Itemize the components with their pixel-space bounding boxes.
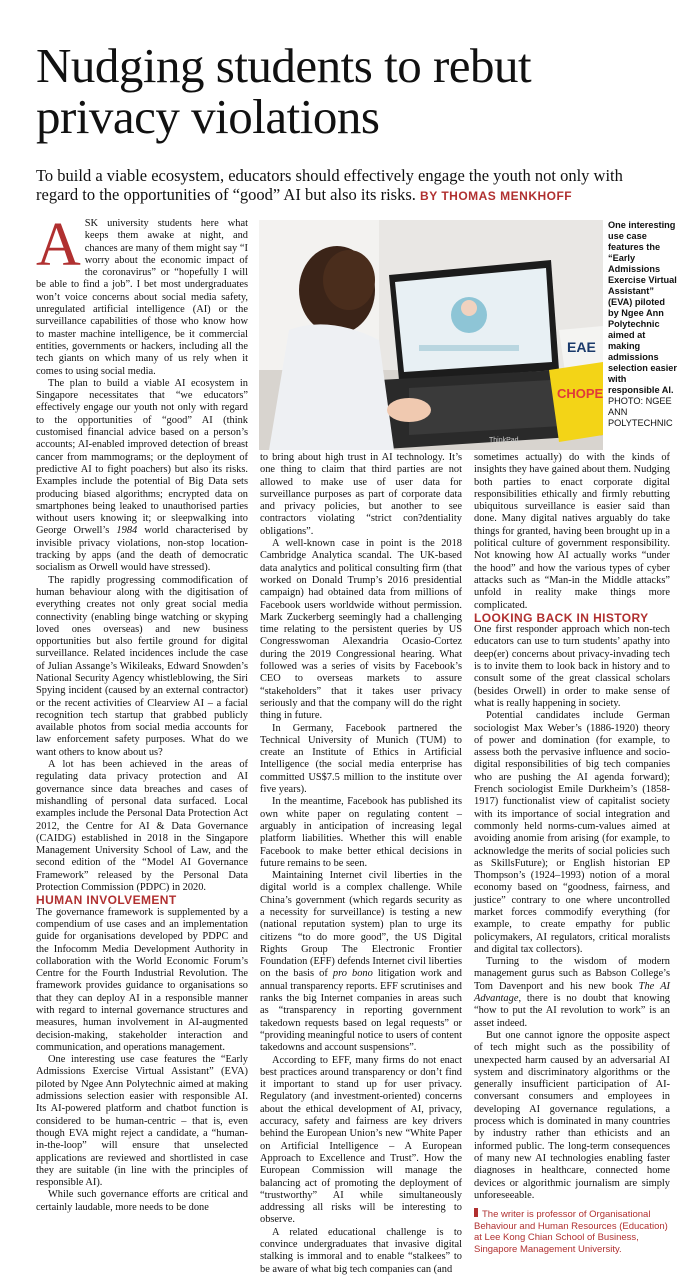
author-bio-text: The writer is professor of Organisational Behaviour and Human Resources (Education) at Lee Kong Chian School of Business, Singapore Management University. [474, 1209, 668, 1255]
paragraph: In the meantime, Facebook has published its own white paper on regulating content – arguably in anticipation of increasing legal platform liabilities. Whether this will enable Facebook to make better ethical decisions in future remains to be seen. [260, 796, 462, 869]
paragraph: One first responder approach which non-tech educators can use to turn students’ apathy into deep(er) concerns about privacy-invading tech is to invite them to look back in history and to consult some of the great classical scholars (besides Orwell) in order to make sense of what is really happening in society. [474, 624, 670, 709]
italic-term: pro bono [332, 968, 373, 980]
paragraph-text: world characterised by invisible privacy violations, non-stop location-tracking by apps (and the death of democratic socialism as Orwell would have stressed). [36, 525, 248, 574]
paragraph: sometimes actually) do with the kinds of insights they have gained about them. Nudging both parties to enact corporate digital responsibilities ethically and firmly rebutting ubiquitous surveillance is easier said than done. Many digital natives arguably do take things for granted, having been brought up in a political culture of government responsibility. Not knowing how AI actually works “under the hood” and how the various types of cyber attacks such as “Man-in the Middle attacks” unfold in reality make things more complicated. [474, 452, 670, 611]
subhead-human-involvement: HUMAN INVOLVEMENT [36, 893, 177, 908]
drop-cap: A [36, 211, 81, 279]
paragraph-text: litigation work and annual transparency reports. EFF scrutinises and ranks the big Internet companies in areas such as “transparency in reporting government takedown requests based on legal requests” or “providing meaningful notice to users of content takedowns and account suspensions”. [260, 968, 462, 1054]
paragraph [260, 870, 462, 1054]
byline: BY THOMAS MENKHOFF [420, 189, 573, 203]
caption-text: One interesting use case features the “Early Admissions Exercise Virtual Assistant” (EVA) piloted by Ngee Ann Polytechnic aimed at making admissions selection easier with responsible AI. [608, 220, 677, 395]
standfirst [36, 166, 666, 206]
column-3 [474, 452, 670, 1202]
standfirst-text: To build a viable ecosystem, educators should effectively engage the youth not only with regard to the opportunities of “good” AI but also its risks. [36, 166, 623, 204]
paragraph: A related educational challenge is to convince undergraduates that invasive digital stalking is immoral and to enable “stalkees” to be aware of what big tech companies can (and [260, 1226, 462, 1275]
paragraph: to bring about high trust in AI technology. It’s one thing to claim that third parties are not allowed to make use of user data for surveillance purposes as part of corporate data and privacy policies, but another to see contractors violating “strict con?dentiality obligations”. [260, 452, 462, 537]
author-bio [474, 1208, 670, 1255]
paragraph-text: Turning to the wisdom of modern management gurus such as Babson College’s Tom Davenport and his new book [474, 956, 670, 992]
photo-caption [608, 220, 678, 429]
paragraph: According to EFF, many firms do not enact best practices around transparency or don’t find it important to stand up for user privacy. Regulatory (and investment-oriented) concerns about the ethical development of AI, privacy, accuracy, safety and fairness are key drivers behind the European Union’s new “White Paper on Artificial Intelligence – A European Approach to Excellence and Trust”. How the European Commission will manage the balancing act of promoting the deployment of “trustworthy” AI while simultaneously addressing all risks will be interesting to observe. [260, 1054, 462, 1226]
paragraph [36, 378, 248, 575]
paragraph: But one cannot ignore the opposite aspect of tech might such as the possibility of unexpected harm caused by an adversarial AI system and discriminatory algorithms or the generally insufficient participation of AI-conversant consumers and employees in developing AI governance regulations, a process which is dominated in many countries by industry rather than ethicists and an informed public. The long-term consequences of many new AI technologies enabling faster diagnoses in healthcare, connected home devices or algorithmic journalism are simply unforeseeable. [474, 1029, 670, 1201]
paragraph: The rapidly progressing commodification of human behaviour along with the digitisation of everything creates not only great social media connectivity (enabling binge watching or skyping loved ones overseas) and new business opportunities but also fertile ground for digital surveillance. Related incidences include the case of Julian Assange’s Wikileaks, Edward Snowden’s National Security Agency whistleblowing, the Siri Spying incident (caused by an external contractor) or the recent activities of Clearview AI – a facial recognition tech startup that grabbed publicly available photos from social media accounts for law enforcement safety purposes. What do we want others to know about us? [36, 574, 248, 758]
paragraph: While such governance efforts are critical and certainly laudable, more needs to be done [36, 1189, 248, 1213]
paragraph [36, 211, 248, 378]
paragraph-text: The plan to build a viable AI ecosystem in Singapore necessitates that “we educators” effectively engage our youth not only with regard to the opportunities of “good” AI (think customised financial advice based on a person’s accounts; AI-enabled improved detection of breast cancer from mammograms; or the deployment of predictive AI to fight poachers) but also its risks. Examples include the potential of Big Data sets producing biased algorithms; encrypted data on smartphones being leaked to unauthorised parties without users knowing it; or sleepwalking into George Orwell’s [36, 377, 248, 537]
book-text-eae: EAE [567, 339, 596, 355]
book-title: The AI Advantage [474, 980, 670, 1005]
photo-credit: PHOTO: NGEE ANN POLYTECHNIC [608, 396, 673, 428]
paragraph: The governance framework is supplemented by a compendium of use cases and an implementation guide for organisations developed by PDPC and the Infocomm Media Development Authority in collaboration with the World Economic Forum’s Centre for the Fourth Industrial Revolution. The framework provides guidance to organisations so that they can deploy AI in a responsible manner with regard to internal governance structures and measures, human involvement in AI-augmented decision-making, stakeholder interaction and communication, and operations management. [36, 906, 248, 1053]
paragraph: One interesting use case features the “Early Admissions Exercise Virtual Assistant” (EVA) piloted by Ngee Ann Polytechnic aimed at making admissions selection easier with responsible AI. Its AI-powered platform and chatbot function is considered to be human-centric – that is, even though EVA might reject a candidate, a “human-in-the-loop” will ensure that unselected applications are reviewed and shortlisted in case they are suitable (in line with the principles of responsible AI). [36, 1054, 248, 1189]
subhead-looking-back: LOOKING BACK IN HISTORY [474, 610, 649, 625]
article-photo [259, 220, 603, 450]
paragraph: A lot has been achieved in the areas of regulating data privacy protection and AI governance since data breaches and cases of mishandling of personal data surfaced. Local examples include the Personal Data Protection Act 2012, the Centre for AI & Data Governance (CAIDG) established in 2018 in the Singapore Management University School of Law, and the second edition of the “Model AI Governance Framework” released by the Personal Data Protection Commission (PDPC) in 2020. [36, 759, 248, 894]
paragraph: In Germany, Facebook partnered the Technical University of Munich (TUM) to create an Institute of Ethics in Artificial Intelligence (the social media enterprise has committed US$7.5 million to the institute over five years). [260, 722, 462, 796]
book-text-chope: CHOPE [557, 386, 603, 401]
laptop-brand-text: ThinkPad [489, 437, 519, 444]
paragraph-text: , there is no doubt that knowing “how to put the AI revolution to work” is an asset indeed. [474, 993, 670, 1029]
column-1 [36, 211, 248, 1214]
headline: Nudging students to rebut privacy violations [36, 38, 532, 144]
bio-marker [474, 1208, 478, 1217]
paragraph [474, 956, 670, 1030]
paragraph: A well-known case in point is the 2018 Cambridge Analytica scandal. The UK-based data analytics and political consulting firm (that worked on Donald Trump’s 2016 presidential campaign) had obtained data from millions of Facebook users worldwide without permission. Mark Zuckerberg seemingly had a challenging time relating to the persistent queries by US Congresswoman Alexandria Ocasio-Cortez during the 2019 Congressional hearing. What followed was a series of visits by Facebook’s CEO to overseas markets to assure “stakeholders” that it takes user privacy seriously and that the company will do the right thing in future. [260, 538, 462, 722]
paragraph-text: SK university students here what keeps them awake at night, and chances are many of them might say “I worry about the economic impact of the coronavirus” or “hopefully I will be able to find a job”. I bet most undergraduates won’t voice concerns about social media safety, unregulated artificial intelligence (AI) or the surveillance capabilities of those who know how to master machine intelligence, be it commercial entities, governments or hackers, including all the tech giants on which many of us rely when it comes to using social media. [36, 218, 248, 377]
column-2 [260, 452, 462, 1276]
paragraph-text: Maintaining Internet civil liberties in the digital world is a complex challenge. While China’s government (which regards security as a necessity for surveillance) is testing a new (national reputation system) plan to urge its citizens “to do more good”, the US Digital Rights Group The Electronic Frontier Foundation (EFF) defends Internet civil liberties on the basis of [260, 870, 462, 980]
paragraph: Potential candidates include German sociologist Max Weber’s (1886-1920) theory of power and domination (for example, to assess both the pervasive influence and socio-digital responsibilities of big tech companies who are pushing the AI agenda forward); French sociologist Emile Durkheim’s (1858-1917) functionalist view of capitalist society with its importance of social integration and commonly held norms-cum-values aimed at avoiding anomie from arising (for example, to acknowledge the merits of social policies such as SkillsFuture); or English historian EP Thompson’s (1924–1993) notion of a moral economy based on “goodness, fairness, and justice” contrary to one where uncontrolled market forces commodify everything (for example, to create empathy for public policymakers, AI regulators, critical moralists and digital tax collectors). [474, 710, 670, 955]
book-title: 1984 [116, 525, 138, 537]
